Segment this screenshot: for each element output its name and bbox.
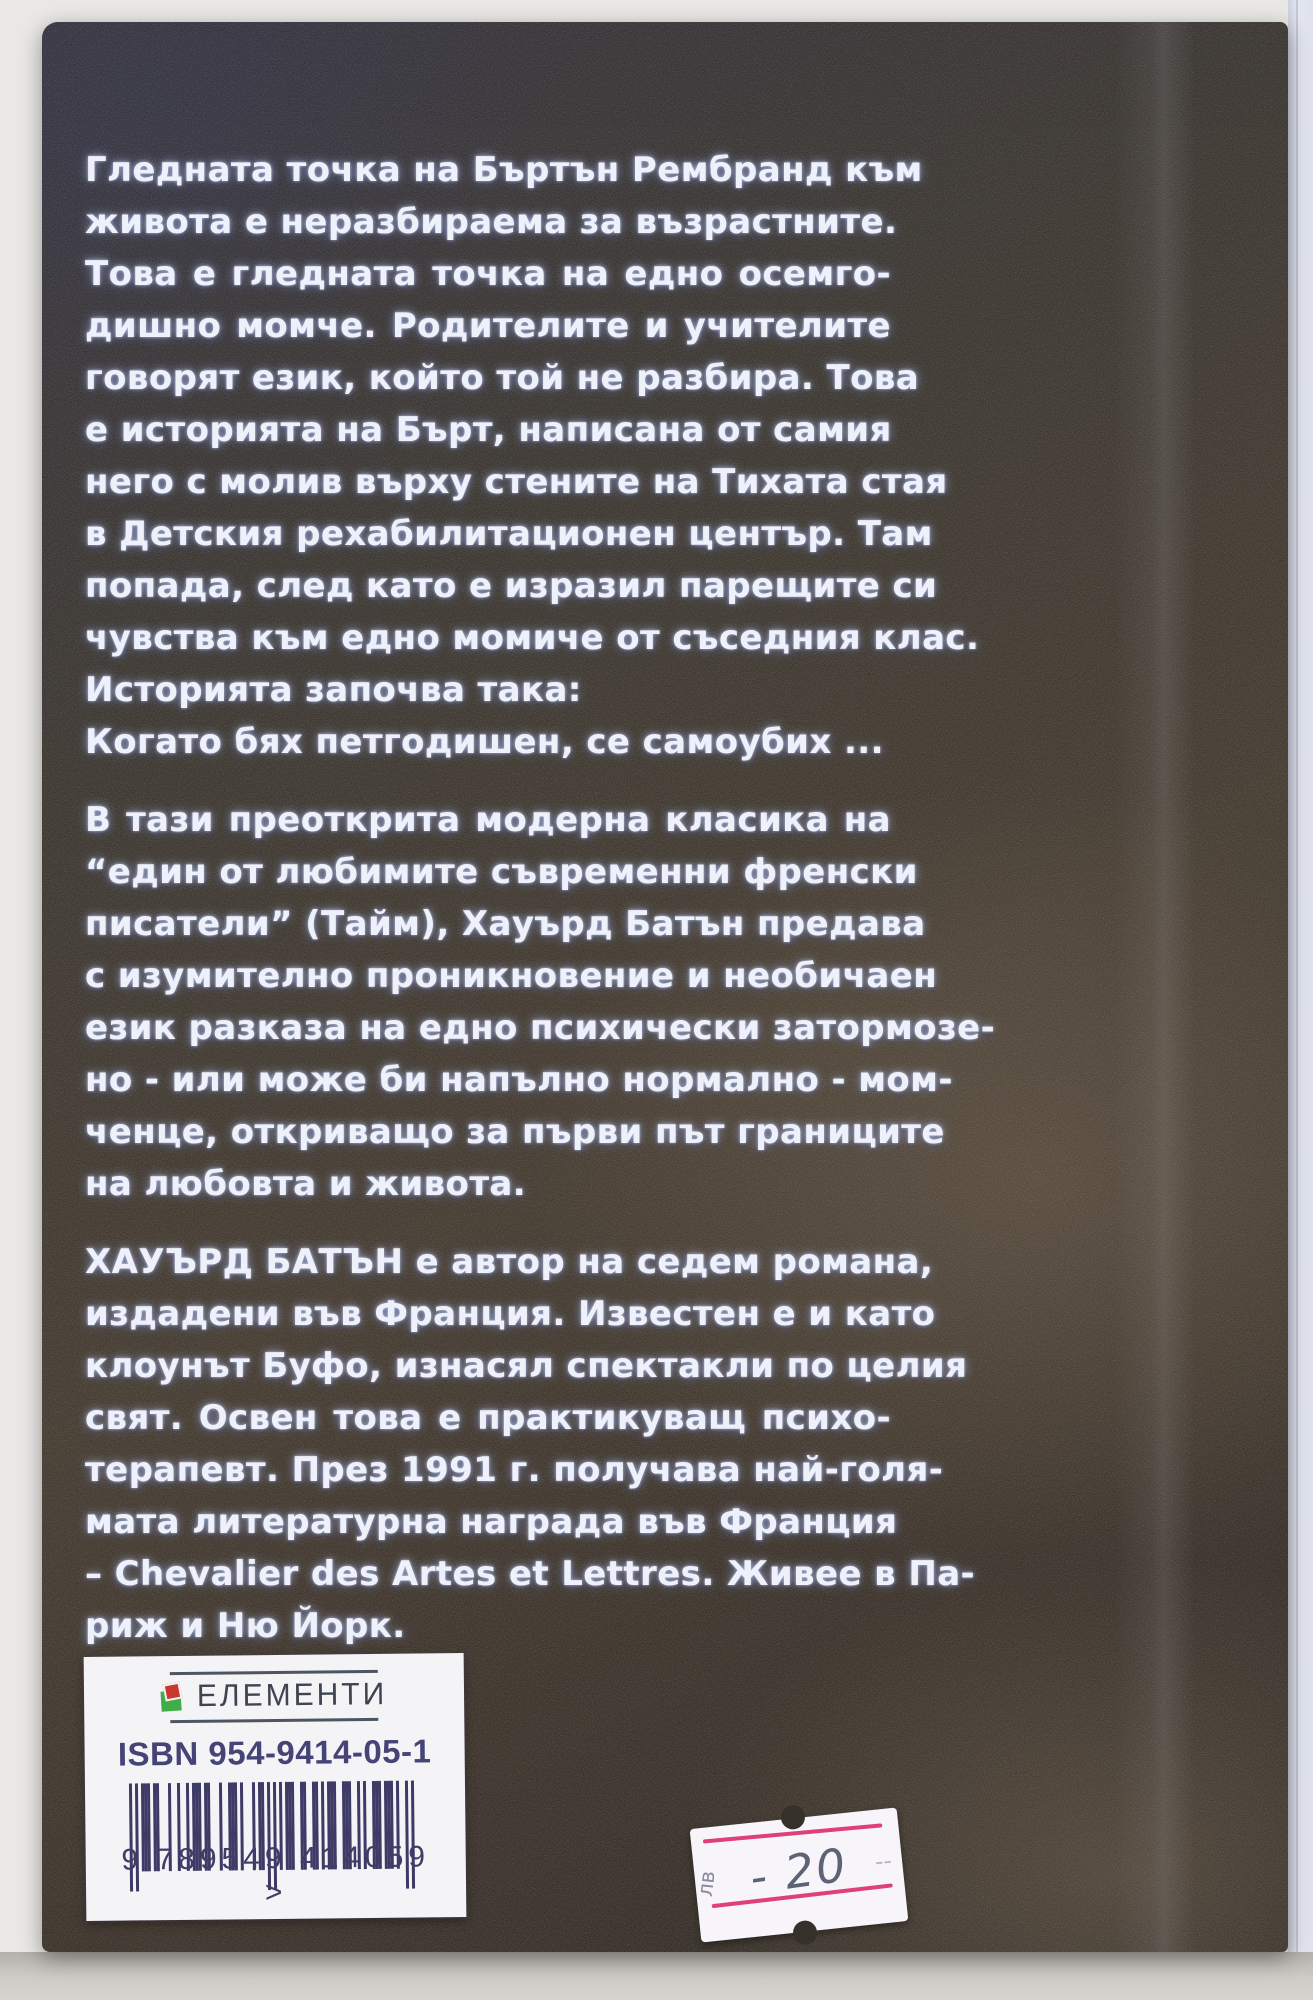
- text-line: чувства към едно момиче от съседния клас.: [85, 618, 980, 658]
- barcode: [121, 1780, 431, 1911]
- price-sticker: [690, 1807, 909, 1942]
- sticker-currency-label: лв: [693, 1869, 720, 1898]
- text-line: е историята на Бърт, написана от самия: [85, 410, 892, 450]
- text-line: мата литературна награда във Франция: [85, 1502, 898, 1542]
- paragraph: [85, 144, 980, 768]
- text-line: но - или може би напълно нормално - мом-: [85, 1060, 953, 1100]
- text-line: на любовта и живота.: [85, 1164, 527, 1204]
- text-line: в Детския рехабилитационен център. Там: [85, 514, 933, 554]
- paragraph: [85, 794, 996, 1210]
- text-line: живота е неразбираема за възрастните.: [85, 202, 898, 242]
- cover-sheen-highlight: [1114, 22, 1204, 1952]
- book-back-cover: [42, 22, 1288, 1952]
- text-line: ченце, откриващо за първи път границите: [85, 1112, 945, 1152]
- sticker-faint-mark: --: [873, 1846, 894, 1876]
- text-line: терапевт. През 1991 г. получава най-голя-: [85, 1450, 944, 1490]
- text-line: него с молив върху стените на Тихата стая: [85, 462, 948, 502]
- isbn-number: ISBN 954-9414-05-1: [117, 1732, 432, 1773]
- barcode-digits: 9 789549 414059 >: [121, 1840, 431, 1910]
- text-line: Историята започва така:: [85, 670, 582, 710]
- text-line: ХАУЪРД БАТЪН е автор на седем романа,: [85, 1242, 934, 1282]
- text-line: В тази преоткрита модерна класика на: [85, 800, 891, 840]
- table-surface-background: [0, 1952, 1313, 2000]
- publisher-logo: [170, 1670, 388, 1723]
- text-line: Това е гледната точка на едно осемго-: [85, 254, 891, 294]
- text-line: клоунът Буфо, изнасял спектакли по целия: [85, 1346, 968, 1386]
- sticker-price-value: - 20: [746, 1837, 851, 1905]
- two-squares-logo-icon: [161, 1682, 188, 1711]
- text-line: свят. Освен това е практикуващ психо-: [85, 1398, 891, 1438]
- text-line: Когато бях петгодишен, се самоубих ...: [85, 722, 884, 762]
- publisher-name: ЕЛЕМЕНТИ: [196, 1677, 388, 1714]
- publisher-box: [84, 1653, 467, 1921]
- text-line: – Chevalier des Artes et Lettres. Живее в Па-: [85, 1554, 976, 1594]
- text-line: риж и Ню Йорк.: [85, 1606, 406, 1646]
- text-line: писатели” (Тайм), Хауърд Батън предава: [85, 904, 926, 944]
- cover-text: [85, 144, 996, 1678]
- page-edge-background: [1288, 0, 1313, 1954]
- text-line: език разказа на едно психически затормозе-: [85, 1008, 996, 1048]
- text-line: “един от любимите съвременни френски: [85, 852, 918, 892]
- red-square-icon: [162, 1681, 182, 1701]
- text-line: с изумително проникновение и необичаен: [85, 956, 938, 996]
- paragraph: [85, 1236, 976, 1652]
- text-line: говорят език, който той не разбира. Това: [85, 358, 920, 398]
- text-line: попада, след като е изразил парещите си: [85, 566, 938, 606]
- text-line: дишно момче. Родителите и учителите: [85, 306, 891, 346]
- text-line: издадени във Франция. Известен е и като: [85, 1294, 936, 1334]
- text-line: Гледната точка на Бъртън Рембранд към: [85, 150, 923, 190]
